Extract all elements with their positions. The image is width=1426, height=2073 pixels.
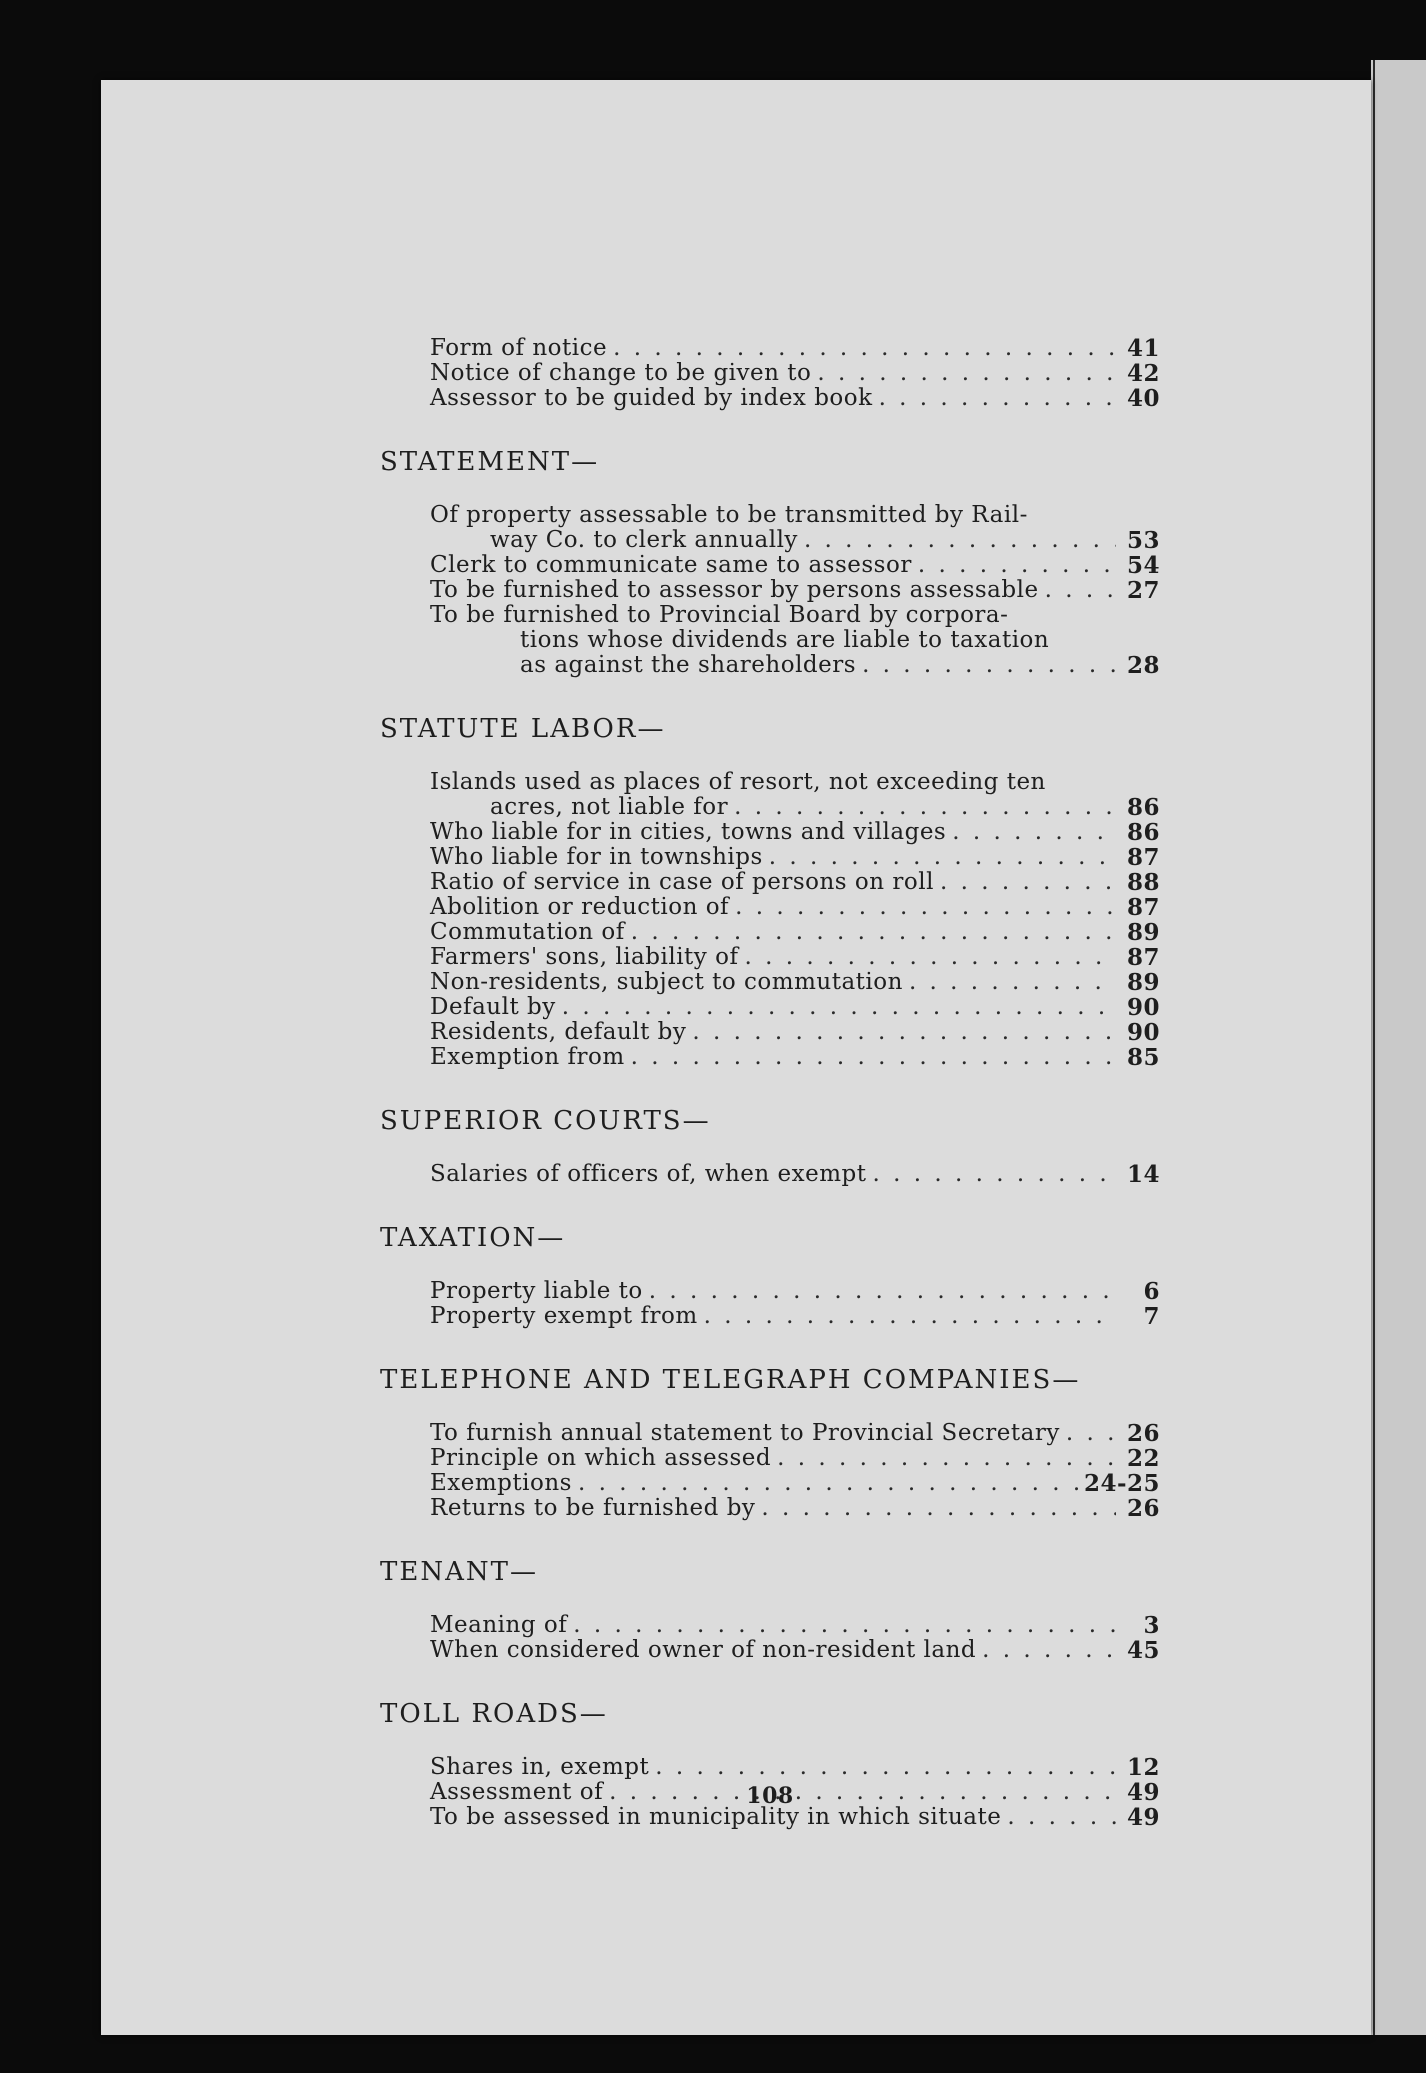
index-entry	[430, 1020, 1160, 1045]
index-section	[380, 1557, 1160, 1663]
entry-text: Form of notice	[430, 335, 608, 361]
leader-dots	[817, 361, 1116, 386]
leader-dots	[578, 1471, 1078, 1496]
index-entry	[430, 386, 1160, 411]
section-heading: TAXATION—	[380, 1223, 566, 1253]
index-entry	[430, 603, 1160, 678]
leader-dots	[734, 795, 1116, 820]
leader-dots	[872, 1162, 1116, 1187]
entry-text: as against the shareholders	[520, 652, 857, 678]
index-entry	[430, 1421, 1160, 1446]
entry-page-number: 41	[1126, 335, 1160, 362]
leader-dots	[952, 820, 1116, 845]
entry-text: When considered owner of non-resident land	[430, 1637, 977, 1663]
index-entry	[430, 503, 1160, 553]
section-heading: TENANT—	[380, 1557, 538, 1587]
section-entries	[430, 1279, 1160, 1329]
entry-text: Meaning of	[430, 1612, 568, 1638]
entry-text: Who liable for in townships	[430, 844, 763, 870]
entry-page-number: 12	[1126, 1754, 1160, 1781]
leader-dots	[655, 1755, 1116, 1780]
entry-text: Commutation of	[430, 919, 625, 945]
entry-page-number: 27	[1126, 577, 1160, 604]
page-number: 108	[746, 1783, 794, 1809]
leader-dots	[1045, 578, 1116, 603]
index-entry	[430, 1304, 1160, 1329]
index-entry	[430, 995, 1160, 1020]
entry-text-line: Of property assessable to be transmitted by Rail-	[430, 502, 1028, 528]
section-heading: SUPERIOR COURTS—	[380, 1106, 711, 1136]
index-entry	[430, 1471, 1160, 1496]
entry-text: way Co. to clerk annually	[490, 527, 798, 553]
index-entry	[430, 336, 1160, 361]
entry-page-number: 3	[1143, 1612, 1160, 1639]
entry-page-number: 49	[1126, 1804, 1160, 1831]
page-gutter-line	[1373, 60, 1375, 2035]
section-heading: STATEMENT—	[380, 447, 600, 477]
leader-dots	[735, 895, 1116, 920]
index-sections	[380, 447, 1160, 1830]
index-entry	[430, 1496, 1160, 1521]
entry-text: Shares in, exempt	[430, 1754, 650, 1780]
leader-dots	[631, 920, 1116, 945]
section-entries	[430, 1162, 1160, 1187]
index-entry	[430, 770, 1160, 820]
entry-text-line: To be furnished to Provincial Board by corpora-	[430, 602, 1009, 628]
index-entry	[430, 1045, 1160, 1070]
index-entry	[430, 1446, 1160, 1471]
leader-dots	[613, 336, 1116, 361]
section-heading: TOLL ROADS—	[380, 1699, 608, 1729]
entry-text: Exemption from	[430, 1044, 625, 1070]
entry-text: Default by	[430, 994, 556, 1020]
entry-page-number: 22	[1126, 1445, 1160, 1472]
entry-page-number: 45	[1126, 1637, 1160, 1664]
entry-text: Ratio of service in case of persons on roll	[430, 869, 934, 895]
index-entry	[430, 970, 1160, 995]
entry-text: Notice of change to be given to	[430, 360, 812, 386]
leader-dots	[692, 1020, 1116, 1045]
entry-page-number: 88	[1126, 869, 1160, 896]
leader-dots	[761, 1496, 1116, 1521]
index-section	[380, 1223, 1160, 1329]
entry-page-number: 86	[1126, 794, 1160, 821]
index-section	[380, 1699, 1160, 1830]
leader-dots	[704, 1304, 1116, 1329]
entry-text: Non-residents, subject to commutation	[430, 969, 903, 995]
entry-text: Exemptions	[430, 1470, 572, 1496]
section-entries	[430, 1421, 1160, 1521]
index-section	[380, 447, 1160, 678]
leader-dots	[909, 970, 1116, 995]
leader-dots	[649, 1279, 1116, 1304]
leader-dots	[879, 386, 1116, 411]
entry-page-number: 89	[1126, 969, 1160, 996]
index-entry	[430, 895, 1160, 920]
entry-page-number: 26	[1126, 1495, 1160, 1522]
index-entry	[430, 1613, 1160, 1638]
index-entry	[430, 361, 1160, 386]
section-heading: TELEPHONE AND TELEGRAPH COMPANIES—	[380, 1365, 1081, 1395]
index-entry	[430, 1638, 1160, 1663]
leader-dots	[918, 553, 1116, 578]
facing-page-edge	[1371, 60, 1426, 2035]
leader-dots	[769, 845, 1116, 870]
index-entry	[430, 920, 1160, 945]
intro-entries	[430, 336, 1160, 411]
entry-text: Assessor to be guided by index book	[430, 385, 873, 411]
index-section	[380, 1106, 1160, 1187]
leader-dots	[562, 995, 1116, 1020]
entry-page-number: 87	[1126, 894, 1160, 921]
index-entry	[430, 945, 1160, 970]
entry-text: Residents, default by	[430, 1019, 687, 1045]
index-section	[380, 1365, 1160, 1521]
entry-text-line: Islands used as places of resort, not exceeding ten	[430, 769, 1046, 795]
index-entry	[430, 1162, 1160, 1187]
entry-page-number: 14	[1126, 1161, 1160, 1188]
entry-page-number: 90	[1126, 994, 1160, 1021]
section-entries	[430, 770, 1160, 1070]
index-entry	[430, 870, 1160, 895]
entry-text: Assessment of	[430, 1779, 604, 1805]
index-entry	[430, 1755, 1160, 1780]
index-entry	[430, 1279, 1160, 1304]
leader-dots	[1066, 1421, 1116, 1446]
entry-text: Property exempt from	[430, 1303, 698, 1329]
entry-text: Farmers' sons, liability of	[430, 944, 739, 970]
entry-page-number: 89	[1126, 919, 1160, 946]
leader-dots	[982, 1638, 1116, 1663]
entry-text: Who liable for in cities, towns and villages	[430, 819, 947, 845]
entry-page-number: 42	[1126, 360, 1160, 387]
section-heading: STATUTE LABOR—	[380, 714, 666, 744]
entry-text: Principle on which assessed	[430, 1445, 772, 1471]
section-entries	[430, 1613, 1160, 1663]
entry-text: To be assessed in municipality in which situate	[430, 1804, 1002, 1830]
entry-page-number: 6	[1143, 1278, 1160, 1305]
leader-dots	[804, 528, 1116, 553]
entry-page-number: 28	[1126, 652, 1160, 679]
leader-dots	[777, 1446, 1116, 1471]
entry-text: Clerk to communicate same to assessor	[430, 552, 912, 578]
entry-page-number: 24-25	[1083, 1470, 1160, 1497]
index-entry	[430, 820, 1160, 845]
entry-page-number: 86	[1126, 819, 1160, 846]
leader-dots	[573, 1613, 1116, 1638]
entry-page-number: 49	[1126, 1779, 1160, 1806]
entry-text: Property liable to	[430, 1278, 643, 1304]
index-entry	[430, 845, 1160, 870]
leader-dots	[631, 1045, 1116, 1070]
leader-dots	[744, 945, 1116, 970]
index-section	[380, 714, 1160, 1070]
entry-text: To furnish annual statement to Provincial Secretary	[430, 1420, 1060, 1446]
entry-text: acres, not liable for	[490, 794, 729, 820]
entry-page-number: 90	[1126, 1019, 1160, 1046]
entry-page-number: 53	[1126, 527, 1160, 554]
index-entry	[430, 553, 1160, 578]
entry-page-number: 85	[1126, 1044, 1160, 1071]
leader-dots	[862, 653, 1116, 678]
entry-page-number: 40	[1126, 385, 1160, 412]
entry-page-number: 7	[1143, 1303, 1160, 1330]
entry-page-number: 87	[1126, 844, 1160, 871]
index-entry	[430, 578, 1160, 603]
leader-dots	[940, 870, 1116, 895]
entry-text: Returns to be furnished by	[430, 1495, 756, 1521]
entry-text: Salaries of officers of, when exempt	[430, 1161, 867, 1187]
entry-page-number: 87	[1126, 944, 1160, 971]
entry-text: To be furnished to assessor by persons assessable	[430, 577, 1039, 603]
entry-text-line: tions whose dividends are liable to taxation	[520, 627, 1050, 653]
index-content	[380, 336, 1160, 1866]
section-entries	[430, 503, 1160, 678]
entry-page-number: 26	[1126, 1420, 1160, 1447]
entry-text: Abolition or reduction of	[430, 894, 730, 920]
entry-page-number: 54	[1126, 552, 1160, 579]
